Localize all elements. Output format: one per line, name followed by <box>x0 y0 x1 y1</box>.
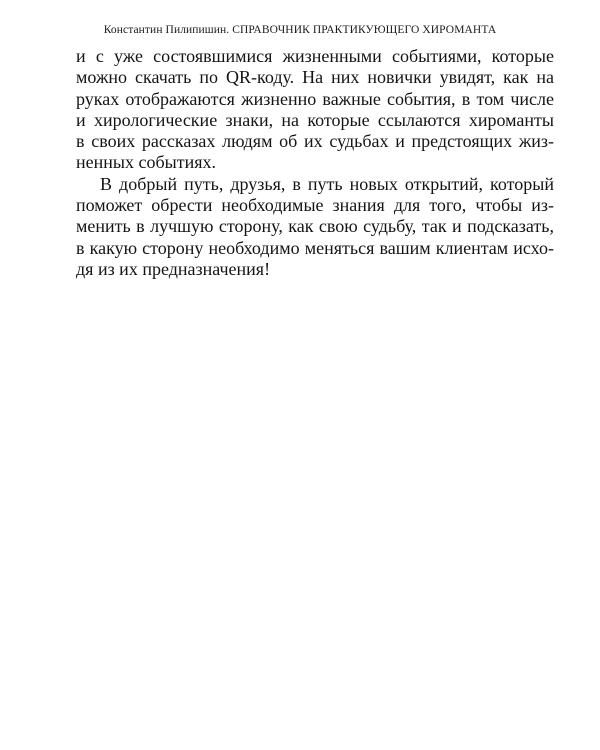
paragraph-1 <box>76 46 554 174</box>
text-line: и с уже состоявшимися жизненными событиями, которые <box>76 46 554 66</box>
text-line: ненных событиях. <box>76 152 217 173</box>
text-line: менить в лучшую сторону, как свою судьбу, так и подсказать, <box>76 216 554 237</box>
body-text <box>76 46 554 280</box>
text-line: руках отображаются жизненно важные события, в том числе <box>76 88 554 109</box>
running-header: Константин Пилипишин. СПРАВОЧНИК ПРАКТИКУЮЩЕГО ХИРОМАНТА <box>103 24 497 36</box>
paragraph-2 <box>76 174 554 280</box>
text-line: дя из их предназначения! <box>76 258 271 279</box>
text-line: В добрый путь, друзья, в путь новых открытий, который <box>100 173 554 194</box>
text-line: поможет обрести необходимые знания для того, чтобы из- <box>76 195 554 216</box>
text-line: в какую сторону необходимо меняться вашим клиентам исхо- <box>76 237 554 258</box>
text-line: в своих рассказах людям об их судьбах и предстоящих жиз- <box>76 131 554 152</box>
text-line: можно скачать по QR-коду. На них новички увидят, как на <box>76 67 554 88</box>
text-line: и хирологические знаки, на которые ссылаются хироманты <box>76 109 554 130</box>
